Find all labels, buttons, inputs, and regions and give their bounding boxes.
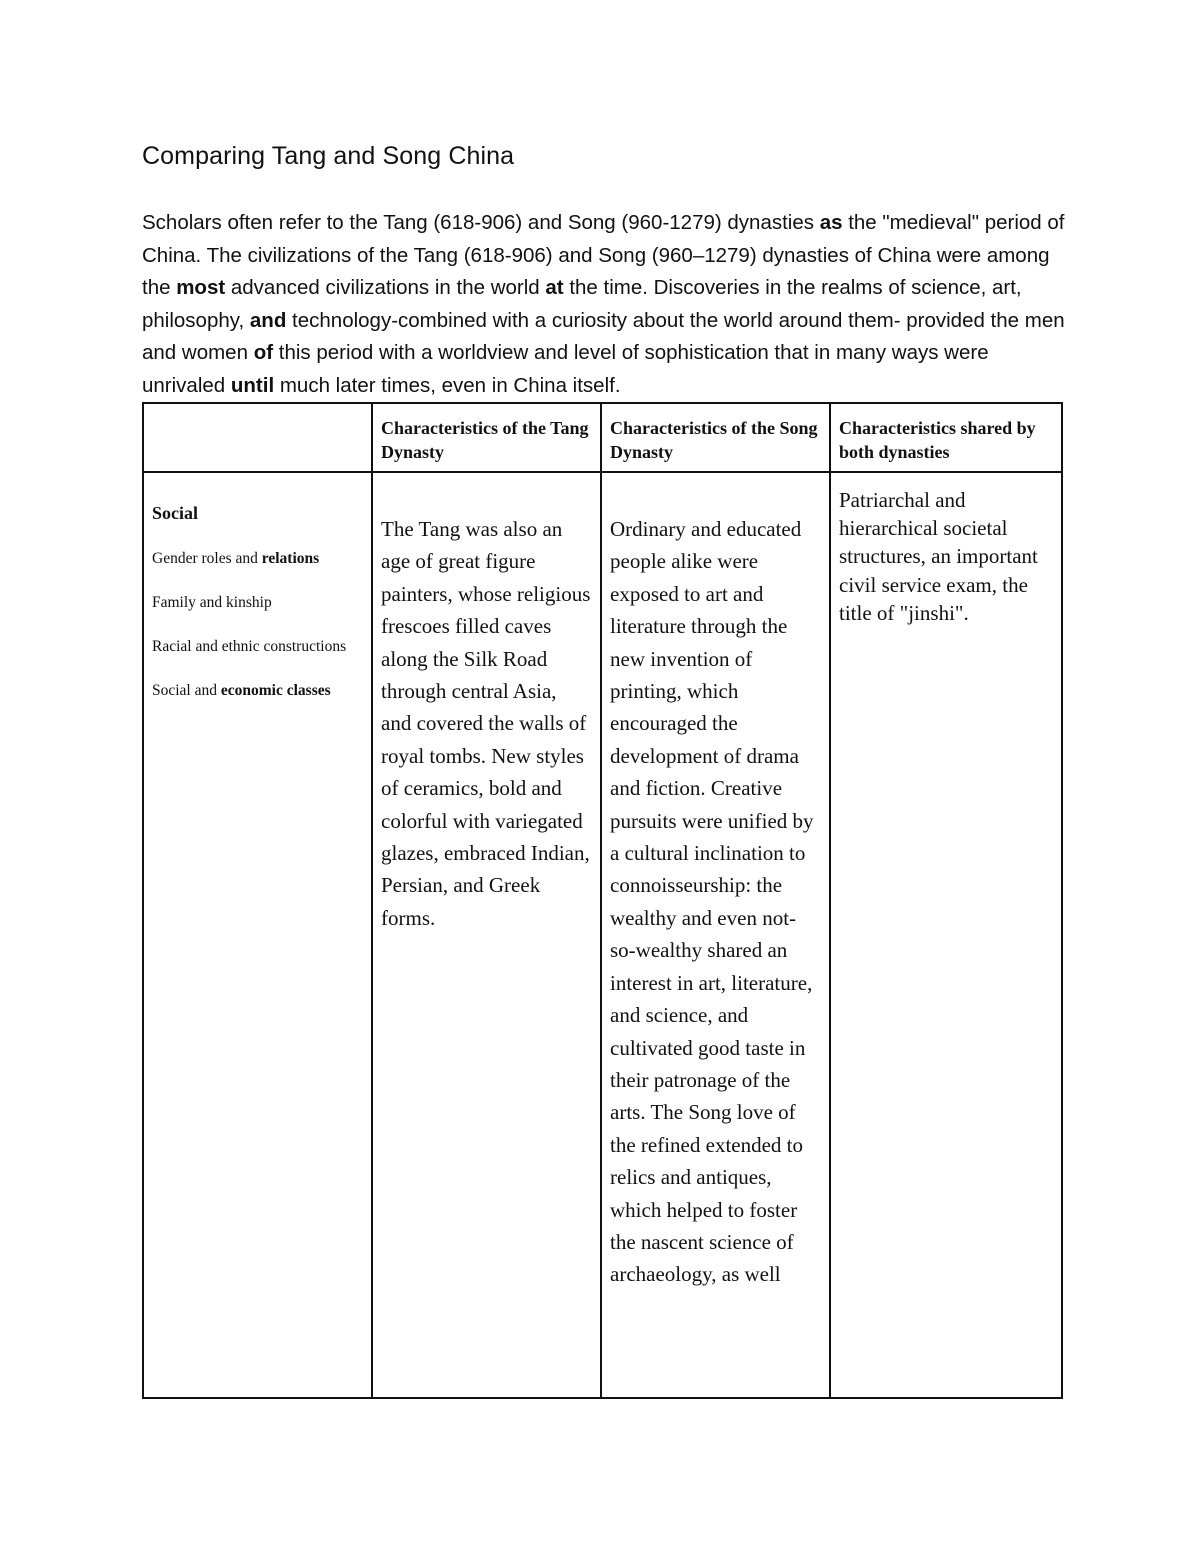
intro-segment: Scholars often refer to the Tang (618-906) and Song (960-1279) dynasties <box>142 211 820 234</box>
category-label: Social <box>152 503 199 523</box>
song-cell <box>601 472 830 1398</box>
row-header-cell <box>143 472 372 1398</box>
intro-segment: advanced civilizations in the world <box>225 276 546 299</box>
tang-cell <box>372 472 601 1398</box>
intro-segment: the time. Discoveries in the realms of science, art, philosophy, <box>142 276 1022 332</box>
song-text: Ordinary and educated people alike were exposed to art and literature through the new invention of printing, which encouraged the development of drama and fiction. Creative pursuits were unified by a cultural inclination to connoisseurship: the wealthy and even not-so-wealthy shared an interest in art, literature, and science, and cultivated good taste in their patronage of the arts. The Song love of the refined extended to relics and antiques, which helped to foster the nascent science of archaeology, as well <box>610 517 814 1287</box>
both-cell <box>830 472 1062 1398</box>
header-cell-both: Characteristics shared by both dynasties <box>830 403 1062 472</box>
intro-segment: the "medieval" period of China. The civilizations of the Tang (618-906) and Song (960–1279) dynasties of China were among the <box>142 211 1065 299</box>
intro-segment-bold: as <box>819 211 843 234</box>
subtopic-racial: Racial and ethnic constructions <box>152 638 347 655</box>
intro-segment-bold: most <box>176 276 226 299</box>
intro-segment: much later times, even in China itself. <box>274 373 621 397</box>
intro-segment: this period with a worldview and level of sophistication that in many ways were unrivaled <box>142 341 989 397</box>
subtopic-classes: Social and economic classes <box>152 682 331 699</box>
intro-segment-bold: of <box>253 341 274 364</box>
table-header-row <box>143 403 1062 472</box>
document-title: Comparing Tang and Song China <box>142 142 515 170</box>
intro-segment-bold: until <box>230 373 275 397</box>
subtopic-family: Family and kinship <box>152 594 272 611</box>
intro-segment-bold: at <box>545 276 564 299</box>
subtopic-gender: Gender roles and relations <box>152 550 320 567</box>
header-cell-empty <box>143 403 372 472</box>
both-text: Patriarchal and hierarchical societal structures, an important civil service exam, the title of "jinshi". <box>839 488 1038 625</box>
tang-text: The Tang was also an age of great figure painters, whose religious frescoes filled caves along the Silk Road through central Asia, and covered the walls of royal tombs. New styles of ceramics, bold and colorful with variegated glazes, embraced Indian, Persian, and Greek forms. <box>381 517 591 930</box>
intro-segment: technology-combined with a curiosity about the world around them- provided the men and women <box>142 308 1065 364</box>
intro-segment-bold: and <box>249 308 287 332</box>
intro-paragraph <box>142 207 1067 402</box>
table-row <box>143 472 1062 1398</box>
comparison-table <box>142 402 1063 1399</box>
header-cell-tang: Characteristics of the Tang Dynasty <box>372 403 601 472</box>
header-cell-song: Characteristics of the Song Dynasty <box>601 403 830 472</box>
